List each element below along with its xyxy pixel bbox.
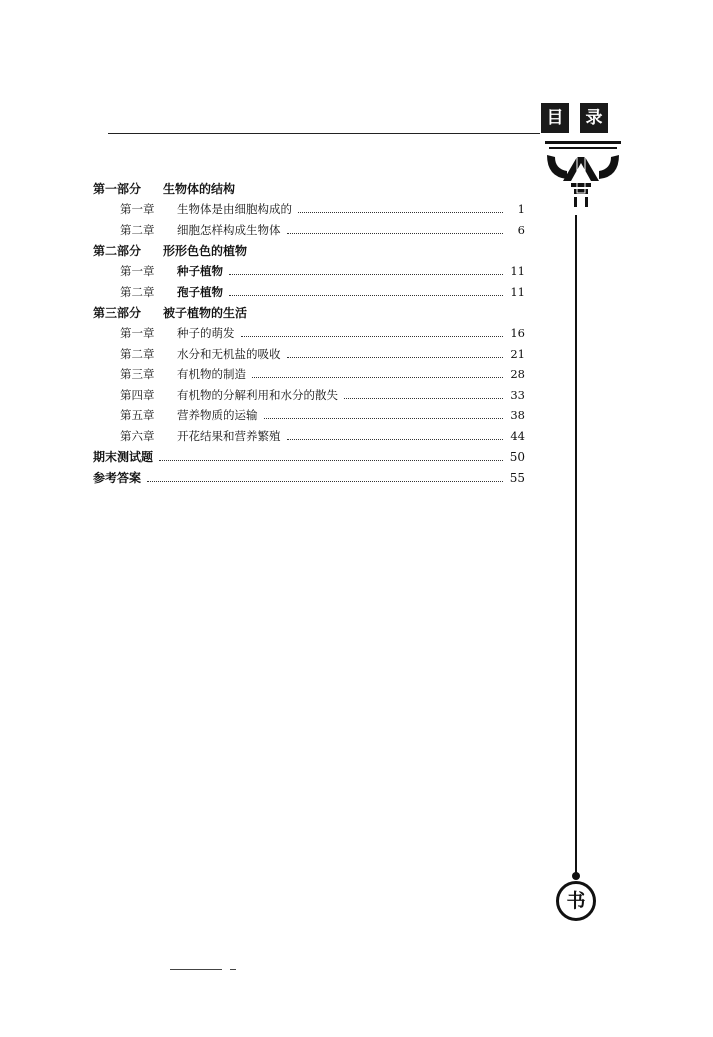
toc-page-number: 6: [517, 222, 525, 237]
toc-part-title: 生物体的结构: [163, 182, 236, 196]
toc-part-number: 期末测试题: [93, 450, 154, 464]
toc-chapter-row[interactable]: [93, 323, 525, 344]
toc-chapter-number: 第五章: [120, 408, 155, 422]
toc-leader-dots: [287, 233, 504, 234]
toc-part-number: 第一部分: [93, 182, 142, 196]
margin-vertical-line: [575, 215, 577, 875]
toc-chapter-number: 第三章: [120, 367, 155, 381]
toc-chapter-number: 第六章: [120, 428, 155, 443]
toc-leader-dots: [344, 398, 503, 399]
toc-chapter-row[interactable]: [93, 199, 525, 220]
table-of-contents: [93, 178, 525, 488]
margin-line-endpoint: [572, 872, 580, 880]
toc-chapter-title: 有机物的分解利用和水分的散失: [177, 387, 338, 402]
toc-chapter-title: 孢子植物: [177, 284, 223, 299]
toc-chapter-row[interactable]: [93, 385, 525, 406]
toc-page-number: 55: [509, 471, 525, 485]
toc-part-row[interactable]: [93, 303, 525, 323]
header-rule: [108, 133, 540, 134]
toc-leader-dots: [264, 418, 504, 419]
toc-chapter-title: 种子植物: [177, 264, 223, 278]
toc-part-row[interactable]: [93, 447, 525, 467]
toc-page-number: 11: [510, 284, 525, 299]
toc-part-title: 形形色色的植物: [163, 244, 248, 258]
toc-chapter-number: 第一章: [120, 202, 155, 216]
toc-page-number: 11: [510, 264, 525, 278]
toc-leader-dots: [159, 460, 503, 461]
toc-leader-dots: [241, 336, 504, 337]
toc-leader-dots: [229, 295, 503, 296]
toc-chapter-row[interactable]: [93, 344, 525, 365]
toc-page-number: 1: [517, 202, 525, 216]
toc-part-row[interactable]: [93, 241, 525, 261]
toc-leader-dots: [287, 439, 504, 440]
title-char-mu: 目: [541, 103, 569, 133]
footer-rule-dot: [230, 969, 236, 970]
toc-chapter-title: 有机物的制造: [177, 367, 246, 381]
toc-part-number: 第三部分: [93, 306, 142, 320]
toc-chapter-row[interactable]: [93, 220, 525, 241]
toc-chapter-row[interactable]: [93, 405, 525, 426]
toc-part-row[interactable]: [93, 468, 525, 488]
toc-chapter-number: 第二章: [120, 222, 155, 237]
toc-chapter-title: 种子的萌发: [177, 326, 235, 340]
toc-leader-dots: [147, 481, 503, 482]
toc-leader-dots: [287, 357, 504, 358]
toc-page-number: 16: [510, 326, 525, 340]
footer-rule: [170, 969, 222, 970]
toc-leader-dots: [229, 274, 503, 275]
toc-leader-dots: [252, 377, 503, 378]
toc-chapter-row[interactable]: [93, 426, 525, 447]
toc-chapter-title: 水分和无机盐的吸收: [177, 346, 281, 361]
title-char-lu: 录: [580, 103, 608, 133]
toc-part-row[interactable]: [93, 179, 525, 199]
toc-chapter-title: 营养物质的运输: [177, 408, 258, 422]
decorative-ornament-icon: [541, 141, 621, 207]
toc-chapter-title: 细胞怎样构成生物体: [177, 222, 281, 237]
toc-page-number: 44: [510, 428, 525, 443]
toc-part-title: 被子植物的生活: [163, 306, 248, 320]
toc-chapter-row[interactable]: [93, 261, 525, 282]
toc-chapter-number: 第一章: [120, 326, 155, 340]
toc-page-number: 21: [510, 346, 525, 361]
toc-chapter-title: 生物体是由细胞构成的: [177, 202, 292, 216]
toc-chapter-number: 第一章: [120, 264, 155, 278]
toc-chapter-number: 第二章: [120, 346, 155, 361]
toc-page-number: 28: [510, 367, 525, 381]
book-emblem-icon: 书: [556, 881, 596, 921]
toc-chapter-row[interactable]: [93, 282, 525, 303]
toc-page-number: 50: [509, 450, 525, 464]
toc-chapter-number: 第四章: [120, 387, 155, 402]
toc-chapter-title: 开花结果和营养繁殖: [177, 428, 281, 443]
toc-part-number: 参考答案: [93, 471, 142, 485]
toc-page-number: 33: [510, 387, 525, 402]
toc-part-number: 第二部分: [93, 244, 142, 258]
toc-page-number: 38: [510, 408, 525, 422]
toc-leader-dots: [298, 212, 503, 213]
toc-chapter-number: 第二章: [120, 284, 155, 299]
toc-chapter-row[interactable]: [93, 364, 525, 385]
